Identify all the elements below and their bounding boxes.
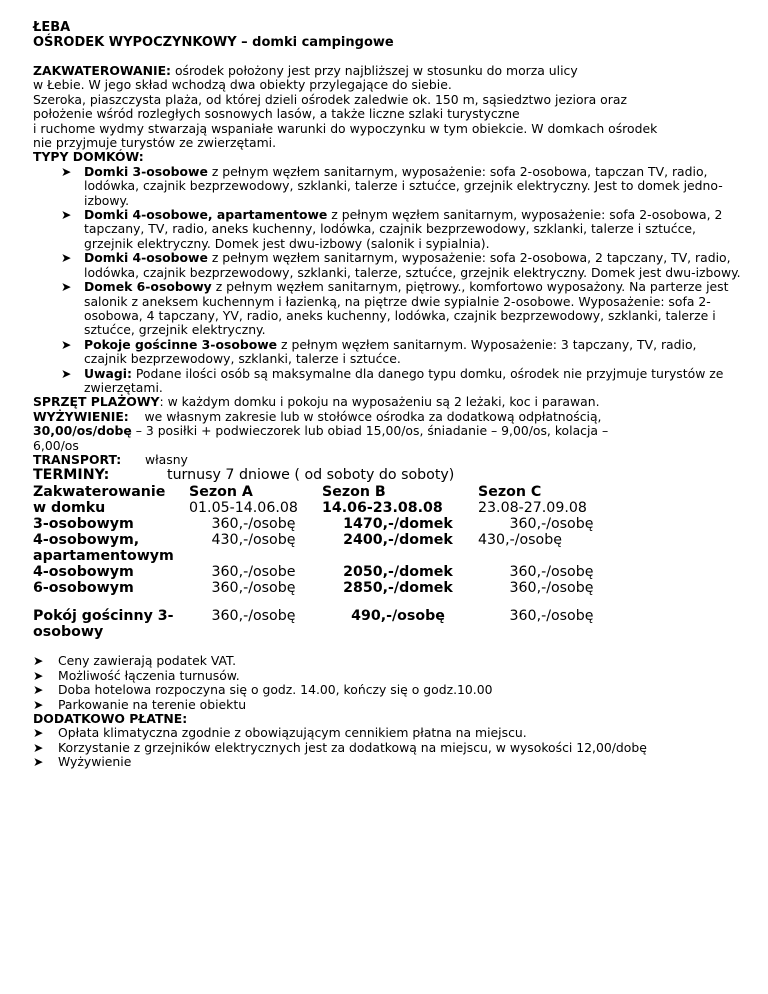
price-cell: 360,-/osobę xyxy=(509,608,594,625)
food-label: WYŻYWIENIE: xyxy=(33,408,129,424)
season-c-dates: 23.08-27.09.08 xyxy=(478,500,587,517)
type-description: z pełnym węzłem sanitarnym, piętrowy., komfortowo wyposażony. Na parterze jest salonik z aneksem kuchennym i łazienką, na piętrze dwie sypialnie 2-osobowe. Wyposażenie: sofa 2-osobowa, 4 tapczany, YV, radio, aneks kuchenny, lodówka, czajnik bezprzewodowy, szklanki, talerze i sztućce, grzejnik elektryczny. xyxy=(84,279,729,338)
table-row xyxy=(31,484,627,516)
list-item: ➤ Parkowanie na terenie obiektu xyxy=(33,696,247,712)
row-label: 4-osobowym xyxy=(33,564,134,581)
type-name: Domki 4-osobowe xyxy=(84,250,208,266)
type-name: Domki 4-osobowe, apartamentowe xyxy=(84,207,328,223)
type-description: z pełnym węzłem sanitarnym, wyposażenie: sofa 2-osobowa, 2 tapczany, TV, radio, aneks kuchenny, lodówka, czajnik bezprzewodowy, szklanki, talerze i sztućce, grzejnik elektryczny. Domek jest dwu-izbowy (salonik i sypialnia). xyxy=(84,207,723,251)
season-b-header: Sezon B xyxy=(322,484,386,501)
season-a-dates: 01.05-14.06.08 xyxy=(189,500,298,517)
terms-label: TERMINY: xyxy=(33,467,110,484)
list-item: ➤ Możliwość łączenia turnusów. xyxy=(33,667,240,683)
extra-list xyxy=(33,726,755,769)
transport-line xyxy=(33,453,755,467)
arrow-bullet-icon: ➤ xyxy=(33,653,44,669)
list-item: ➤ Doba hotelowa rozpoczyna się o godz. 14.00, kończy się o godz.10.00 xyxy=(33,682,493,698)
intro-label: ZAKWATEROWANIE: xyxy=(33,63,172,78)
intro-text: ośrodek położony jest przy najbliższej w stosunku do morza ulicy xyxy=(171,63,578,78)
list-item: ➤ Korzystanie z grzejników elektrycznych jest za dodatkową na miejscu, w wysokości 12,00/dobę xyxy=(33,739,647,755)
title-resort: OŚRODEK WYPOCZYNKOWY – domki campingowe xyxy=(33,35,394,50)
food-text: we własnym zakresie lub w stołówce ośrodka za dodatkową odpłatnością, xyxy=(128,408,602,424)
price-cell: 490,-/osobę xyxy=(351,608,445,625)
title-city: ŁEBA xyxy=(33,20,71,35)
food-section xyxy=(33,410,755,453)
arrow-bullet-icon: ➤ xyxy=(33,682,44,698)
intro-line: nie przyjmuje turystów ze zwierzętami. xyxy=(33,135,277,151)
arrow-bullet-icon: ➤ xyxy=(33,739,44,755)
extra-heading: DODATKOWO PŁATNE: xyxy=(33,711,188,726)
price-cell: 360,-/osobę xyxy=(211,516,296,533)
price-cell: 2850,-/domek xyxy=(343,580,453,597)
arrow-bullet-icon: ➤ xyxy=(61,336,72,352)
terms-value: turnusy 7 dniowe ( od soboty do soboty) xyxy=(167,467,455,484)
type-description: z pełnym węzłem sanitarnym, wyposażenie: sofa 2-osobowa, 2 tapczany, TV, radio, lodówka, czajnik bezprzewodowy, szklanki, talerze, sztućce, grzejnik elektryczny. Domek jest dwu-izbowy. xyxy=(84,250,741,280)
season-c-header: Sezon C xyxy=(478,484,542,501)
type-name: Pokoje gościnne 3-osobowe xyxy=(84,336,278,352)
price-cell: 360,-/osobę xyxy=(509,580,594,597)
type-description: Podane ilości osób są maksymalne dla danego typu domku, ośrodek nie przyjmuje turystów ze zwierzętami. xyxy=(84,365,724,395)
table-row xyxy=(31,580,627,596)
price-cell: 2400,-/domek xyxy=(343,532,453,549)
list-item xyxy=(33,251,755,280)
list-item xyxy=(33,165,755,208)
food-price-text: 6,00/os xyxy=(33,437,79,453)
arrow-bullet-icon: ➤ xyxy=(61,163,72,179)
list-item: ➤ Opłata klimatyczna zgodnie z obowiązującym cennikiem płatna na miejscu. xyxy=(33,725,527,741)
type-name: Uwagi: xyxy=(84,365,132,381)
type-name: Domki 3-osobowe xyxy=(84,163,208,179)
column-header: w domku xyxy=(33,500,106,517)
row-label: 4-osobowym, apartamentowym xyxy=(33,532,174,565)
price-cell: 360,-/osobę xyxy=(509,516,594,533)
food-price: 30,00/os/dobę xyxy=(33,423,132,439)
type-description: z pełnym węzłem sanitarnym. Wyposażenie: 3 tapczany, TV, radio, czajnik bezprzewodowy, szklanki, talerze i sztućce. xyxy=(84,336,697,367)
season-a-header: Sezon A xyxy=(189,484,253,501)
list-item xyxy=(33,208,755,251)
price-cell: 430,-/osobę xyxy=(478,532,562,549)
intro-line: w Łebie. W jego skład wchodzą dwa obiekty przylegające do siebie. xyxy=(33,77,452,93)
season-b-dates: 14.06-23.08.08 xyxy=(322,500,443,517)
transport-value: własny xyxy=(145,451,188,467)
beach-text: : w każdym domku i pokoju na wyposażeniu są 2 leżaki, koc i parawan. xyxy=(159,394,600,410)
intro-line: położenie wśród rozległych sosnowych lasów, a także liczne szlaki turystyczne xyxy=(33,106,520,122)
price-cell: 360,-/osobę xyxy=(509,564,594,581)
price-cell: 360,-/osobe xyxy=(211,564,296,581)
notes-list xyxy=(33,654,755,712)
arrow-bullet-icon: ➤ xyxy=(33,725,44,741)
price-cell: 430,-/osobę xyxy=(211,532,296,549)
price-cell: 360,-/osobę xyxy=(211,580,296,597)
type-name: Domek 6-osobowy xyxy=(84,279,212,295)
type-description: z pełnym węzłem sanitarnym, wyposażenie: sofa 2-osobowa, tapczan TV, radio, lodówka, czajnik bezprzewodowy, szklanki, talerze i sztućce, grzejnik elektryczny. Jest to domek jedno-izbowy. xyxy=(84,163,723,208)
intro-line: Szeroka, piaszczysta plaża, od której dzieli ośrodek zaledwie ok. 150 m, sąsiedztwo jeziora oraz xyxy=(33,91,627,107)
price-table xyxy=(31,484,627,640)
arrow-bullet-icon: ➤ xyxy=(61,365,72,381)
intro-line: i ruchome wydmy stwarzają wspaniałe warunki do wypoczynku w tym obiekcie. W domkach ośrodek xyxy=(33,120,658,136)
list-item: ➤ Ceny zawierają podatek VAT. xyxy=(33,653,237,669)
transport-label: TRANSPORT: xyxy=(33,451,122,467)
intro-paragraph xyxy=(33,64,755,150)
types-heading: TYPY DOMKÓW: xyxy=(33,149,144,165)
list-item: ➤ Wyżywienie xyxy=(33,754,132,770)
row-label: 6-osobowym xyxy=(33,580,134,597)
price-cell: 1470,-/domek xyxy=(343,516,453,533)
document-page xyxy=(33,20,755,770)
list-item xyxy=(33,280,755,338)
price-cell: 2050,-/domek xyxy=(343,564,453,581)
beach-equipment xyxy=(33,395,755,409)
beach-label: SPRZĘT PLAŻOWY xyxy=(33,394,160,410)
price-cell: 360,-/osobę xyxy=(211,608,296,625)
arrow-bullet-icon: ➤ xyxy=(61,207,72,223)
list-item xyxy=(33,367,755,396)
arrow-bullet-icon: ➤ xyxy=(33,754,44,770)
list-item xyxy=(33,338,755,367)
food-price-text: – 3 posiłki + podwieczorek lub obiad 15,00/os, śniadanie – 9,00/os, kolacja – xyxy=(131,423,609,439)
row-label: 3-osobowym xyxy=(33,516,134,533)
types-list xyxy=(33,165,755,396)
terms-line xyxy=(33,467,755,483)
row-label: Pokój gościnny 3-osobowy xyxy=(33,608,174,641)
arrow-bullet-icon: ➤ xyxy=(33,667,44,683)
table-row xyxy=(31,608,627,640)
table-row xyxy=(31,516,627,532)
arrow-bullet-icon: ➤ xyxy=(61,250,72,266)
arrow-bullet-icon: ➤ xyxy=(61,279,72,295)
table-row xyxy=(31,532,627,564)
column-header: Zakwaterowanie xyxy=(33,484,166,501)
table-row xyxy=(31,564,627,580)
arrow-bullet-icon: ➤ xyxy=(33,696,44,712)
